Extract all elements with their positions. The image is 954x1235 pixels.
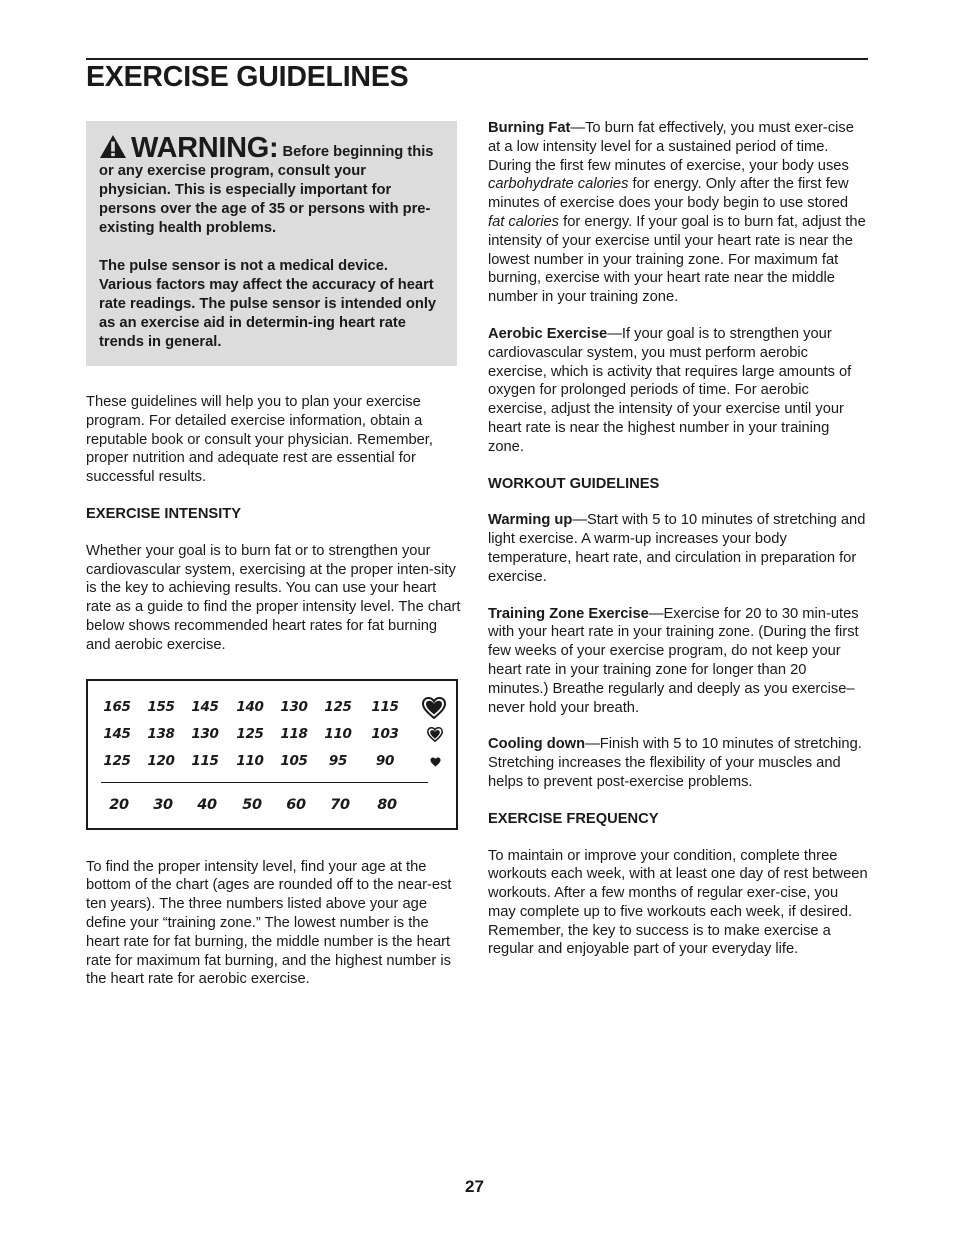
intro-paragraph: These guidelines will help you to plan your exercise program. For detailed exercise information, obtain a reputable book or consult your physician. Remember, proper nutrition and adequate rest are essential for successful results. bbox=[86, 394, 433, 486]
heart-rate-cell: 165 bbox=[103, 698, 131, 715]
heart-rate-cell: 120 bbox=[147, 752, 175, 769]
heart-rate-cell: 90 bbox=[375, 752, 395, 769]
find-intensity-paragraph: To find the proper intensity level, find your age at the bottom of the chart (ages are rounded off to the near-est ten years). The three numbers listed above your age define your “training zone.” The lowest number is the heart rate for fat burning, the middle number is the heart rate for maximum fat burning, and the highest number is the heart rate for aerobic exercise. bbox=[86, 858, 452, 988]
warning-triangle-icon bbox=[99, 134, 127, 159]
age-row bbox=[88, 795, 456, 815]
age-cell: 80 bbox=[377, 796, 397, 813]
age-cell: 30 bbox=[153, 796, 173, 813]
heart-rate-cell: 103 bbox=[371, 725, 399, 742]
warming-up-text: —Start with 5 to 10 minutes of stretching and light exercise. A warm-up increases your body temperature, heart rate, and circulation in preparation for exercise. bbox=[488, 512, 866, 585]
exercise-frequency-paragraph: To maintain or improve your condition, complete three workouts each week, with at least one day of rest between workouts. After a few months of regular exer-cise, you may complete up to five workouts each week, if desired. Remember, the key to success is to make exercise a regular and enjoyable part of your everyday life. bbox=[488, 847, 868, 958]
aerobic-exercise-text: —If your goal is to strengthen your cardiovascular system, you must perform aerobic exercise, which is activity that requires large amounts of oxygen for prolonged periods of time. For aerobic exercise, adjust the intensity of your exercise until your heart rate is near the highest number in your training zone. bbox=[488, 325, 852, 455]
burning-fat-label: Burning Fat bbox=[488, 120, 571, 136]
heart-small-icon bbox=[430, 757, 441, 767]
heart-rate-chart bbox=[86, 679, 458, 830]
heart-rate-cell: 130 bbox=[191, 725, 219, 742]
burning-fat-text-1: —To burn fat effectively, you must exer-cise at a low intensity level for a sustained period of time. During the first few minutes of exercise, your body uses bbox=[488, 120, 854, 174]
heart-rate-cell: 125 bbox=[236, 725, 264, 742]
heart-rate-cell: 140 bbox=[236, 698, 264, 715]
exercise-intensity-heading: EXERCISE INTENSITY bbox=[86, 505, 242, 522]
heart-rate-cell: 125 bbox=[324, 698, 352, 715]
heart-rate-cell: 95 bbox=[328, 752, 348, 769]
heart-rate-row bbox=[88, 724, 456, 744]
heart-large-icon bbox=[422, 697, 446, 719]
heart-rate-cell: 118 bbox=[280, 725, 308, 742]
age-cell: 50 bbox=[242, 796, 262, 813]
carbohydrate-calories-term: carbohydrate calories bbox=[488, 176, 629, 193]
age-cell: 40 bbox=[197, 796, 217, 813]
age-cell: 70 bbox=[330, 796, 350, 813]
age-cell: 60 bbox=[286, 796, 306, 813]
burning-fat-text-2: for energy. Only after the first few minutes of exercise does your body begin to use stored bbox=[488, 176, 849, 212]
warming-up-paragraph bbox=[488, 511, 868, 586]
heart-rate-cell: 115 bbox=[371, 698, 399, 715]
heart-rate-cell: 145 bbox=[103, 725, 131, 742]
heart-rate-row bbox=[88, 751, 456, 771]
left-column bbox=[86, 121, 464, 989]
training-zone-paragraph bbox=[488, 605, 868, 718]
cooling-down-text: —Finish with 5 to 10 minutes of stretching. Stretching increases the flexibility of your muscles and helps to prevent post-exercise problems. bbox=[488, 736, 862, 790]
aerobic-exercise-label: Aerobic Exercise bbox=[488, 325, 608, 342]
heart-rate-cell: 125 bbox=[103, 752, 131, 769]
workout-guidelines-heading: WORKOUT GUIDELINES bbox=[488, 475, 660, 492]
heart-rate-cell: 130 bbox=[280, 698, 308, 715]
heart-rate-cell: 110 bbox=[324, 725, 352, 742]
exercise-frequency-heading: EXERCISE FREQUENCY bbox=[488, 810, 659, 827]
heart-medium-icon bbox=[427, 727, 443, 742]
heart-rate-cell: 115 bbox=[191, 752, 219, 769]
cooling-down-paragraph bbox=[488, 735, 868, 791]
burning-fat-text-3: for energy. If your goal is to burn fat, adjust the intensity of your exercise until your heart rate is near the lowest number in your training zone. For maximum fat burning, exercise with your heart rate near the middle number in your training zone. bbox=[488, 213, 866, 306]
warning-text-1: Before beginning this or any exercise program, consult your physician. This is especially important for persons over the age of 35 or persons with pre-existing health problems. bbox=[99, 144, 434, 236]
page-title: EXERCISE GUIDELINES bbox=[86, 61, 409, 93]
burning-fat-paragraph bbox=[488, 119, 868, 307]
heart-rate-cell: 145 bbox=[191, 698, 219, 715]
cooling-down-label: Cooling down bbox=[488, 736, 586, 753]
title-rule bbox=[86, 58, 868, 60]
chart-divider bbox=[101, 782, 428, 783]
exercise-intensity-paragraph: Whether your goal is to burn fat or to strengthen your cardiovascular system, exercising at the proper inten-sity is the key to achieving results. You can use your heart rate as a guide to find the proper intensity level. The chart below shows recommended heart rates for fat burning and aerobic exercise. bbox=[86, 542, 461, 653]
heart-rate-cell: 138 bbox=[147, 725, 175, 742]
page-number: 27 bbox=[465, 1177, 484, 1196]
fat-calories-term: fat calories bbox=[488, 213, 560, 230]
heart-rate-row bbox=[88, 697, 456, 717]
warning-paragraph-1 bbox=[99, 134, 437, 238]
training-zone-label: Training Zone Exercise bbox=[488, 605, 649, 622]
heart-rate-cell: 105 bbox=[280, 752, 308, 769]
warming-up-label: Warming up bbox=[488, 512, 573, 529]
heart-rate-cell: 110 bbox=[236, 752, 264, 769]
training-zone-text: —Exercise for 20 to 30 min-utes with your heart rate in your training zone. (During the first few weeks of your exercise program, do not keep your heart rate in your training zone for longer than 20 minutes.) Breathe regularly and deeply as you exercise–never hold your breath. bbox=[488, 605, 859, 716]
warning-title: WARNING: bbox=[131, 132, 279, 164]
warning-box bbox=[86, 121, 457, 366]
right-column bbox=[488, 119, 868, 959]
aerobic-exercise-paragraph bbox=[488, 325, 868, 457]
heart-rate-cell: 155 bbox=[147, 698, 175, 715]
warning-paragraph-2: The pulse sensor is not a medical device. Various factors may affect the accuracy of heart rate readings. The pulse sensor is intended only as an exercise aid in determin-ing heart rate trends in general. bbox=[99, 258, 437, 350]
age-cell: 20 bbox=[109, 796, 129, 813]
